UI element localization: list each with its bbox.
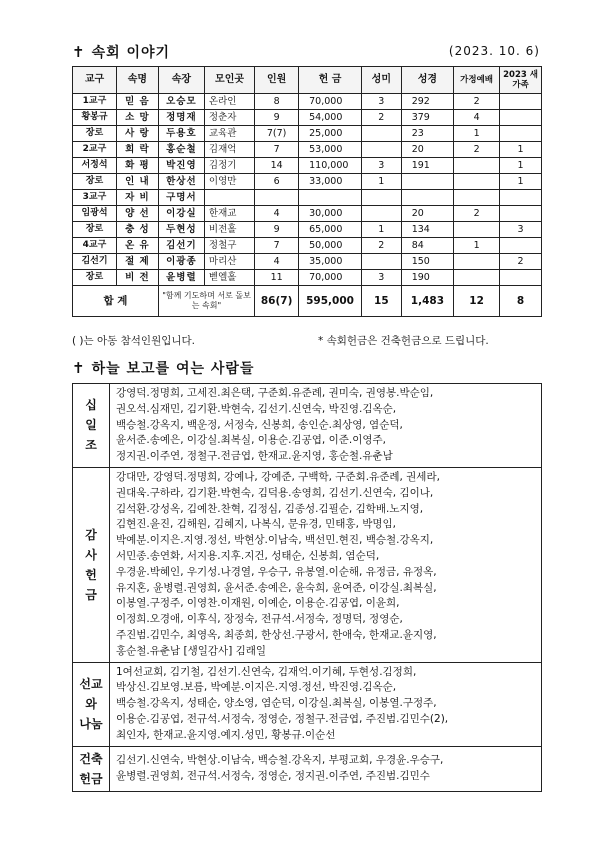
category-char: 건축: [79, 751, 103, 766]
category-char: 와: [85, 697, 97, 712]
meeting-place: 온라인: [204, 94, 254, 110]
cell-leader: 이강실: [158, 206, 204, 222]
donor-category: [73, 746, 110, 791]
district-line: 3교구: [82, 192, 107, 202]
family-worship: [454, 158, 500, 174]
new-family: [500, 238, 542, 254]
district-line: 서정석: [81, 160, 108, 170]
cell-name: 사 랑: [116, 126, 158, 142]
attendance: 4: [255, 206, 299, 222]
category-char: 헌금: [79, 771, 103, 786]
cross-icon: ✝: [72, 43, 86, 61]
meeting-place: 교육관: [204, 126, 254, 142]
total-offering: 595,000: [299, 286, 362, 317]
cell-name: 양 선: [116, 206, 158, 222]
donor-line: 주진범.김민수, 최영옥, 최종희, 한상선.구광서, 한애숙, 한재교.윤지영,: [116, 628, 437, 641]
cell-leader: 이광종: [158, 254, 204, 270]
family-worship: 1: [454, 126, 500, 142]
attendance: 4: [255, 254, 299, 270]
donor-line: 강영덕.정명희, 고세진.최은택, 구준회.유준례, 권미숙, 권영봉.박순임,: [116, 387, 434, 399]
rice-offering: 1: [361, 174, 401, 190]
total-row: [73, 286, 542, 317]
column-header: 속명: [116, 67, 158, 94]
new-family: [500, 190, 542, 206]
table-row: [73, 126, 542, 142]
meeting-place: 정철구: [204, 238, 254, 254]
cell-leader: 정명재: [158, 110, 204, 126]
cell-name: 절 제: [116, 254, 158, 270]
attendance: 8: [255, 94, 299, 110]
family-worship: 2: [454, 142, 500, 158]
family-worship: [454, 174, 500, 190]
new-family: [500, 94, 542, 110]
attendance: 9: [255, 222, 299, 238]
bible-reading: 20: [401, 206, 453, 222]
offering: 25,000: [299, 126, 362, 142]
donor-line: 권대욱.구하라, 김기환.박현숙, 김덕용.송영희, 김선기.신연숙, 김이나,: [116, 486, 434, 499]
offering: 54,000: [299, 110, 362, 126]
meeting-place: 벧엘홀: [204, 270, 254, 286]
bible-reading: 191: [401, 158, 453, 174]
family-worship: [454, 254, 500, 270]
table-header-row: [73, 67, 542, 94]
report-date: (2023. 10. 6): [448, 44, 540, 58]
new-family: [500, 126, 542, 142]
total-newfam: 8: [500, 286, 542, 317]
donor-line: 김현진.윤진, 김해원, 김혜지, 나복식, 문유경, 민태홍, 박명임,: [116, 518, 397, 531]
meeting-place: 비전홀: [204, 222, 254, 238]
cell-leader: 윤병렬: [158, 270, 204, 286]
district-cell: [73, 174, 117, 190]
new-family: [500, 206, 542, 222]
cell-name: 충 성: [116, 222, 158, 238]
new-family: 2: [500, 254, 542, 270]
offering: 50,000: [299, 238, 362, 254]
district-cell: [73, 270, 117, 286]
donor-category: [73, 384, 110, 468]
cell-leader: 박진영: [158, 158, 204, 174]
district-cell: [73, 206, 117, 222]
cell-leader: 두현성: [158, 222, 204, 238]
table-row: [73, 94, 542, 110]
total-rice: 15: [361, 286, 401, 317]
district-cell: [73, 94, 117, 110]
cell-name: 화 평: [116, 158, 158, 174]
donor-section-row: [73, 467, 542, 662]
total-bible: 1,483: [401, 286, 453, 317]
rice-offering: [361, 206, 401, 222]
donor-line: 권오석.심재민, 김기환.박현숙, 김선기.신연숙, 박진영.김옥순,: [116, 402, 397, 415]
column-header: 헌 금: [299, 67, 362, 94]
donor-section-row: [73, 746, 542, 791]
attendance: 7: [255, 142, 299, 158]
district-line: 장로: [85, 224, 104, 234]
offering: 65,000: [299, 222, 362, 238]
bible-reading: [401, 190, 453, 206]
category-char: 사: [85, 547, 97, 562]
bible-reading: [401, 174, 453, 190]
table-row: [73, 158, 542, 174]
rice-offering: 2: [361, 238, 401, 254]
family-worship: [454, 270, 500, 286]
cell-group-table: [72, 66, 542, 317]
column-header: 성미: [361, 67, 401, 94]
section-title-cell-group: [72, 42, 170, 62]
donor-line: 이정희.오경애, 이후식, 장정숙, 전규석.서정숙, 정명덕, 정영순,: [116, 613, 403, 626]
table-row: [73, 174, 542, 190]
family-worship: 4: [454, 110, 500, 126]
district-cell: [73, 190, 117, 206]
offering: 110,000: [299, 158, 362, 174]
district-line: 임광석: [81, 208, 108, 218]
rice-offering: 3: [361, 94, 401, 110]
donor-line: 백승철.강옥지, 성태순, 양소영, 염순덕, 이강실.최복실, 이봉열.구정주,: [116, 697, 437, 710]
rice-offering: 1: [361, 222, 401, 238]
donor-line: 김선기.신연숙, 박현상.이남숙, 백승철.강옥지, 부평교회, 우경윤.우승구,: [116, 753, 444, 766]
rice-offering: [361, 126, 401, 142]
column-header: 인원: [255, 67, 299, 94]
bible-reading: 20: [401, 142, 453, 158]
donor-line: 최인자, 한재교.윤지영.예지.성민, 황봉규.이순선: [116, 728, 336, 741]
meeting-place: 김재억: [204, 142, 254, 158]
district-line: 1교구: [82, 96, 107, 106]
offering: 35,000: [299, 254, 362, 270]
offering: 53,000: [299, 142, 362, 158]
cell-leader: 한상선: [158, 174, 204, 190]
category-char: 십: [85, 398, 97, 413]
donor-line: 1여선교회, 김기철, 김선기.신연숙, 김재억.이기혜, 두현성.김정희,: [116, 665, 417, 678]
rice-offering: [361, 254, 401, 270]
table-row: [73, 206, 542, 222]
donor-names: [110, 746, 542, 791]
donor-line: 김석환.강성옥, 김예찬.찬혁, 김정심, 김종성.김필순, 김학배.노지영,: [116, 502, 424, 515]
section-title-text: 속회 이야기: [91, 45, 171, 61]
district-line: 장로: [85, 176, 104, 186]
district-line: 장로: [85, 128, 104, 138]
bible-reading: 23: [401, 126, 453, 142]
column-header: 교구: [73, 67, 117, 94]
attendance: [255, 190, 299, 206]
section-title-text: 하늘 보고를 여는 사람들: [91, 361, 255, 377]
attendance: 14: [255, 158, 299, 174]
cell-name: 온 유: [116, 238, 158, 254]
donor-names: [110, 384, 542, 468]
cross-icon: ✝: [72, 359, 86, 377]
donor-line: 이봉열.구정주, 이영찬.이재원, 이예순, 이용순.김공엽, 이윤희,: [116, 597, 400, 610]
table-row: [73, 222, 542, 238]
cell-leader: 홍순철: [158, 142, 204, 158]
district-cell: [73, 126, 117, 142]
cell-name: 자 비: [116, 190, 158, 206]
rice-offering: 3: [361, 270, 401, 286]
donor-line: 백승철.강옥지, 백운정, 서정숙, 신봉희, 송인순.최상영, 염순덕,: [116, 418, 403, 431]
column-header: 가정예배: [454, 67, 500, 94]
district-cell: [73, 222, 117, 238]
donor-line: 박상신.김보영.보름, 박예분.이지은.지영.정선, 박진영.김옥순,: [116, 681, 397, 694]
donor-line: 서민종.송연화, 서지용.지후.지건, 성태순, 신봉희, 염순덕,: [116, 549, 380, 562]
district-cell: [73, 110, 117, 126]
donor-table: [72, 383, 542, 792]
cell-leader: 두용호: [158, 126, 204, 142]
donor-line: 윤서준.송예은, 이강실.최복실, 이용순.김공엽, 이준.이영주,: [116, 434, 387, 447]
meeting-place: 정춘자: [204, 110, 254, 126]
table-row: [73, 190, 542, 206]
category-char: 조: [85, 438, 97, 453]
column-header: 성경: [401, 67, 453, 94]
district-cell: [73, 254, 117, 270]
donor-line: 이용순.김공엽, 전규석.서정숙, 정영순, 정철구.전금엽, 주진범.김민수(2),: [116, 712, 449, 725]
total-worship: 12: [454, 286, 500, 317]
donor-section-row: [73, 384, 542, 468]
bible-reading: 190: [401, 270, 453, 286]
table-row: [73, 238, 542, 254]
cell-leader: 오승모: [158, 94, 204, 110]
donor-line: 정지권.이주연, 정철구.전금엽, 한재교.윤지영, 홍순철.유춘남: [116, 450, 393, 463]
category-char: 선교: [79, 677, 103, 692]
family-worship: 1: [454, 238, 500, 254]
meeting-place: 이영만: [204, 174, 254, 190]
attendance: 9: [255, 110, 299, 126]
note-child-attendance: ( )는 아동 참석인원입니다.: [72, 335, 195, 347]
bible-reading: 134: [401, 222, 453, 238]
cell-name: 인 내: [116, 174, 158, 190]
meeting-place: 한재교: [204, 206, 254, 222]
donor-line: 박예분.이지은.지영.정선, 박현상.이남숙, 백선민.현진, 백승철.강옥지,: [116, 534, 434, 547]
attendance: 7: [255, 238, 299, 254]
donor-names: [110, 467, 542, 662]
district-line: 2교구: [82, 144, 107, 154]
table-row: [73, 254, 542, 270]
bible-reading: 150: [401, 254, 453, 270]
district-cell: [73, 158, 117, 174]
district-line: 황봉규: [81, 112, 108, 122]
new-family: 1: [500, 174, 542, 190]
donor-category: [73, 467, 110, 662]
family-worship: 2: [454, 206, 500, 222]
donor-line: 홍순철.유춘남 [생일감사] 김래일: [116, 644, 267, 657]
new-family: 3: [500, 222, 542, 238]
donor-category: [73, 662, 110, 746]
total-label: 합 계: [73, 286, 159, 317]
rice-offering: 2: [361, 110, 401, 126]
table-row: [73, 142, 542, 158]
offering: 33,000: [299, 174, 362, 190]
donor-line: 강대만, 강영덕.정명희, 강예나, 강예준, 구백학, 구준회.유준례, 권세라,: [116, 470, 440, 483]
donor-line: 우경윤.박혜인, 우기성.나경열, 우승구, 유봉열.이순해, 유정금, 유정옥,: [116, 565, 437, 578]
table-row: [73, 270, 542, 286]
family-worship: 2: [454, 94, 500, 110]
cell-name: 비 전: [116, 270, 158, 286]
bible-reading: 292: [401, 94, 453, 110]
rice-offering: [361, 142, 401, 158]
meeting-place: [204, 190, 254, 206]
total-memo: "함께 기도하며 서로 돌보는 속회": [158, 286, 254, 317]
offering: [299, 190, 362, 206]
donor-line: 윤병렬.권영희, 전규석.서정숙, 정영순, 정지권.이주연, 주진범.김민수: [116, 769, 430, 782]
offering: 70,000: [299, 94, 362, 110]
donor-line: 유지혼, 윤병렬.권영희, 윤서준.송예은, 윤숙희, 윤여준, 이강실.최복실,: [116, 581, 437, 594]
donor-section-row: [73, 662, 542, 746]
category-char: 헌: [85, 567, 97, 582]
district-line: 장로: [85, 272, 104, 282]
bible-reading: 379: [401, 110, 453, 126]
family-worship: [454, 222, 500, 238]
attendance: 7(7): [255, 126, 299, 142]
donor-names: [110, 662, 542, 746]
new-family: [500, 270, 542, 286]
offering: 70,000: [299, 270, 362, 286]
column-header: 2023 새가족: [500, 67, 542, 94]
family-worship: [454, 190, 500, 206]
cell-leader: 김선기: [158, 238, 204, 254]
category-char: 나눔: [79, 717, 103, 732]
rice-offering: 3: [361, 158, 401, 174]
new-family: 1: [500, 142, 542, 158]
district-cell: [73, 142, 117, 158]
cell-name: 희 락: [116, 142, 158, 158]
new-family: 1: [500, 158, 542, 174]
category-char: 금: [85, 587, 97, 602]
new-family: [500, 110, 542, 126]
district-cell: [73, 238, 117, 254]
meeting-place: 김정기: [204, 158, 254, 174]
column-header: 모인곳: [204, 67, 254, 94]
category-char: 감: [85, 527, 97, 542]
meeting-place: 마리산: [204, 254, 254, 270]
offering: 30,000: [299, 206, 362, 222]
attendance: 6: [255, 174, 299, 190]
note-offering-use: * 속회헌금은 건축헌금으로 드립니다.: [318, 335, 489, 347]
bible-reading: 84: [401, 238, 453, 254]
section-title-donors: [72, 358, 254, 378]
rice-offering: [361, 190, 401, 206]
cell-leader: 구명서: [158, 190, 204, 206]
total-people: 86(7): [255, 286, 299, 317]
cell-name: 믿 음: [116, 94, 158, 110]
attendance: 11: [255, 270, 299, 286]
table-row: [73, 110, 542, 126]
district-line: 4교구: [82, 240, 107, 250]
cell-name: 소 망: [116, 110, 158, 126]
category-char: 일: [85, 418, 97, 433]
district-line: 김선기: [81, 256, 108, 266]
column-header: 속장: [158, 67, 204, 94]
